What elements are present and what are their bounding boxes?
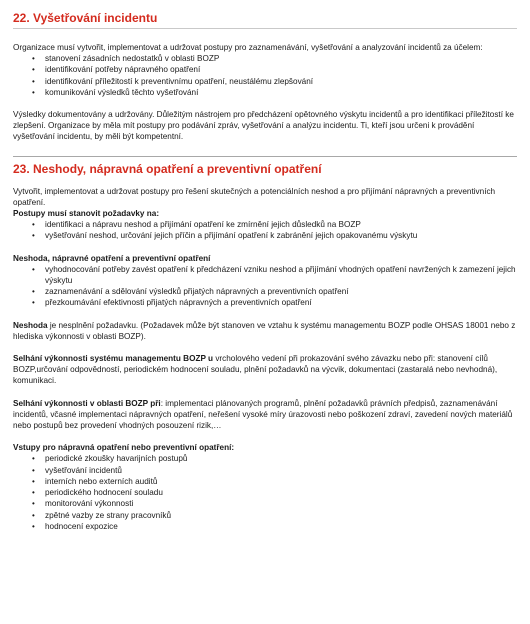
list-item: • přezkoumávání efektivnosti přijatých nápravných a preventivních opatření <box>13 297 517 308</box>
list-item: • monitorování výkonnosti <box>13 498 517 509</box>
nonconformity-term: Neshoda <box>13 320 48 330</box>
section-23 <box>13 162 517 532</box>
list-item: • interních nebo externích auditů <box>13 476 517 487</box>
list-item: • identifikaci a nápravu neshod a přijímání opatření ke zmírnění jejich důsledků na BOZP <box>13 219 517 230</box>
section-22-list <box>13 53 517 98</box>
section-23-title: 23. Neshody, nápravná opatření a preventivní opatření <box>13 161 322 176</box>
section-23-intro: Vytvořit, implementovat a udržovat postupy pro řešení skutečných a potenciálních neshod a pro přijímání nápravných a preventivních opatření. <box>13 186 496 207</box>
list-item: • periodického hodnocení souladu <box>13 487 517 498</box>
section-22-intro: Organizace musí vytvořit, implementovat a udržovat postupy pro zaznamenávání, vyšetřování a analyzování incidentů za účelem: <box>13 43 483 52</box>
performance-failure-text: : implementaci plánovaných programů, plnění požadavků právních předpisů, zaznamenávání incidentů, včasné implementaci nápravných opatření, neřešení vysoké míry úrazovosti nebo poškození zdraví, zavedení nových materiálů nebo postupů bez provedení vhodných posouzení rizik,… <box>13 398 513 431</box>
system-failure-paragraph <box>13 353 517 387</box>
list-item: • komunikování výsledků těchto vyšetřování <box>13 87 517 98</box>
list-item: • hodnocení expozice <box>13 521 517 532</box>
list-item: • vyšetřování neshod, určování jejich příčin a přijímání opatření k zabránění jejich opakovanému výskytu <box>13 230 517 241</box>
list-item: • vyhodnocování potřeby zavést opatření k předcházení vzniku neshod a přijímání vhodných opatření navržených k zamezení jejich výskytu <box>13 264 517 286</box>
section-22-outro: Výsledky dokumentovány a udržovány. Důležitým nástrojem pro předcházení opětovného výskytu incidentů a pro identifikaci příležitostí ke zlepšení. Organizace by měla mít postupy pro podávání zpráv, vyšetřování a analýzu incidentu. Ti, kteří jsou určeni k provádění vyšetřování incidentu, by měli být kompetentní. <box>13 110 514 142</box>
performance-failure-term: Selhání výkonnosti v oblasti BOZP při <box>13 398 161 408</box>
list-item: • identifikování potřeby nápravného opatření <box>13 64 517 75</box>
list-item: • stanovení zásadních nedostatků v oblasti BOZP <box>13 53 517 64</box>
nonconformity-text: je nesplnění požadavku. (Požadavek může být stanoven ve vztahu k systému managementu BOZP podle OHSAS 18001 nebo z hlediska výkonnosti v oblasti BOZP). <box>13 320 516 341</box>
list-item: • vyšetřování incidentů <box>13 465 517 476</box>
nonconformity-definition <box>13 320 517 342</box>
nonconformity-list <box>13 264 517 309</box>
list-item: • zpětné vazby ze strany pracovníků <box>13 510 517 521</box>
performance-failure-paragraph <box>13 398 517 432</box>
nonconformity-heading: Neshoda, nápravné opatření a preventivní opatření <box>13 253 211 263</box>
list-item: • zaznamenávání a sdělování výsledků přijatých nápravných a preventivních opatření <box>13 286 517 297</box>
requirements-list <box>13 219 517 241</box>
list-item: • identifikování příležitostí k preventivnímu opatření, neustálému zlepšování <box>13 76 517 87</box>
system-failure-term: Selhání výkonnosti systému managementu BOZP u <box>13 354 214 364</box>
inputs-heading: Vstupy pro nápravná opatření nebo preventivní opatření: <box>13 443 235 453</box>
requirements-heading: Postupy musí stanovit požadavky na: <box>13 209 160 219</box>
section-22-title: 22. Vyšetřování incidentu <box>13 11 158 25</box>
inputs-list <box>13 453 517 531</box>
section-22 <box>13 0 517 143</box>
system-failure-text: vrcholového vedení při prokazování svého závazku nebo při: stanovení cílů BOZP,určování odpovědností, periodickém hodnocení souladu, plnění požadavků na výcvik, dokumentaci (zastaralá nebo nevhodná), komunikaci. <box>13 354 498 386</box>
list-item: • periodické zkoušky havarijních postupů <box>13 453 517 464</box>
